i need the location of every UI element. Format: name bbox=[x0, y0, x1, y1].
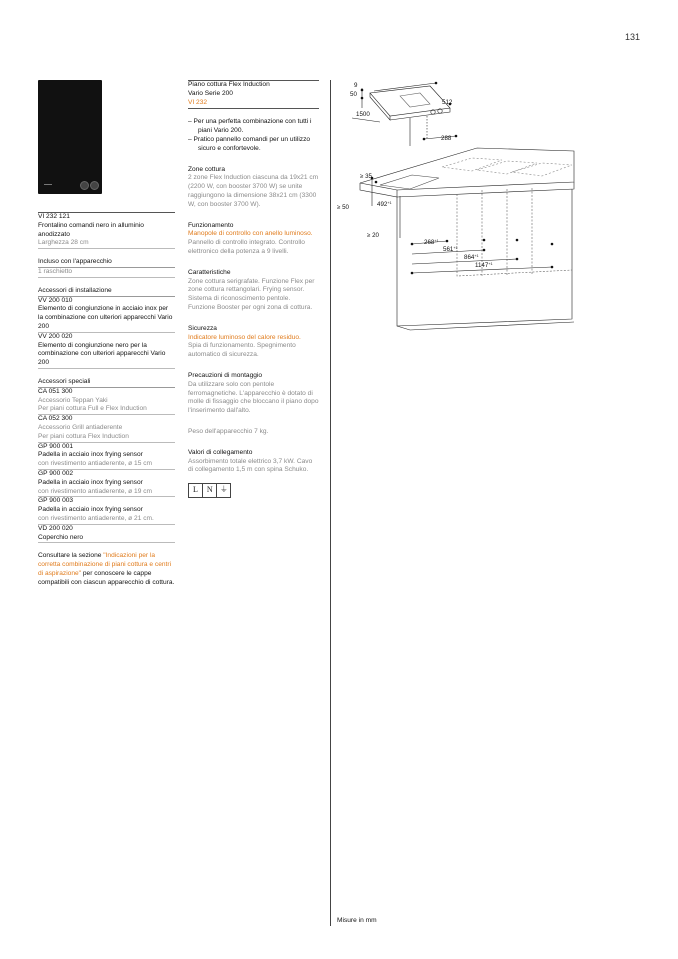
install-desc-1: Elemento di congiunzione in acciaio inox per la combinazione con ulteriori apparecchi Vario 200 bbox=[38, 305, 175, 332]
installation-diagram bbox=[332, 78, 578, 338]
safety-title: Sicurezza bbox=[188, 324, 217, 332]
dim-561: $561^{+1}$ bbox=[443, 246, 458, 253]
note-link[interactable]: "Indicazioni per la corretta combinazione di piani cottura e centri di aspirazione" bbox=[38, 552, 172, 577]
special-code: CA 051 300 bbox=[38, 387, 73, 395]
special-title: Accessori speciali bbox=[38, 378, 175, 388]
model-desc: Frontalino comandi nero in alluminio anodizzato bbox=[38, 221, 144, 238]
brand-mark bbox=[44, 184, 52, 185]
special-line: Accessorio Teppan Yaki bbox=[38, 396, 108, 404]
features-text: Zone cottura serigrafate. Funzione Flex per zone cottura rettangolari. Frying sensor. Sistema di riconoscimento pentole. Funzione Booster per ogni zona di cottura. bbox=[188, 277, 315, 311]
special-line: Coperchio nero bbox=[38, 534, 175, 544]
special-line: Padella in acciaio inox frying sensor bbox=[38, 506, 143, 514]
zone-title: Zone cottura bbox=[188, 165, 226, 173]
special-line: con rivestimento antiaderente, ø 19 cm bbox=[38, 488, 175, 498]
product-image bbox=[38, 80, 102, 194]
special-line: con rivestimento antiaderente, ø 21 cm. bbox=[38, 515, 175, 525]
connection-title: Valori di collegamento bbox=[188, 448, 253, 456]
special-line: Padella in acciaio inox frying sensor bbox=[38, 451, 143, 459]
dim-512: 512 bbox=[442, 99, 453, 106]
neutral-symbol: N bbox=[202, 483, 217, 498]
worktop-top bbox=[360, 148, 574, 190]
install-code-2: VV 200 020 bbox=[38, 332, 73, 340]
special-code: GP 900 001 bbox=[38, 442, 74, 450]
worktop-edge bbox=[360, 183, 397, 197]
worktop-front bbox=[397, 182, 574, 197]
zone-text: 2 zone Flex Induction ciascuna da 19x21 cm (2200 W, con booster 3700 W) se unite raggiungono la dimensione 38x21 cm (3300 W, con booster 3700 W). bbox=[188, 174, 319, 208]
knob-right bbox=[90, 181, 99, 190]
install-code-1: VV 200 010 bbox=[38, 296, 73, 304]
special-line: con rivestimento antiaderente, ø 15 cm bbox=[38, 460, 175, 470]
dim-20: ≥ 20 bbox=[367, 232, 379, 239]
dim-35: ≥ 35 bbox=[360, 173, 372, 180]
dim-288: 288 bbox=[441, 135, 452, 142]
bullet-item: – Pratico pannello comandi per un utilizzo sicuro e confortevole. bbox=[188, 135, 311, 152]
appliance-front bbox=[390, 108, 450, 120]
appliance-zone bbox=[400, 93, 430, 107]
note-text: Consultare la sezione bbox=[38, 552, 104, 560]
connection-symbols bbox=[188, 483, 319, 498]
cabinet bbox=[397, 189, 572, 326]
func-text: Pannello di controllo integrato. Controllo elettronico della potenza a 9 livelli. bbox=[188, 239, 305, 255]
product-title: Piano cottura Flex Induction bbox=[188, 81, 270, 88]
special-code: GP 900 002 bbox=[38, 469, 74, 477]
left-column bbox=[38, 80, 175, 587]
ground-icon: ⏚ bbox=[216, 483, 231, 498]
install-notes-text: Da utilizzare solo con pentole ferromagnetiche. L'apparecchio è dotato di molle di fissaggio che bloccano il piano dopo l'inserimento dall'alto. bbox=[188, 380, 319, 415]
special-code: CA 052 300 bbox=[38, 415, 73, 423]
product-series: Vario Serie 200 bbox=[188, 89, 233, 97]
connection-text: Assorbimento totale elettrico 3,7 kW. Cavo di collegamento 1,5 m con spina Schuko. bbox=[188, 457, 313, 474]
bullet-list bbox=[188, 118, 319, 153]
product-model: VI 232 bbox=[188, 98, 208, 106]
dim-9: 9 bbox=[354, 82, 358, 89]
install-desc-2: Elemento di congiunzione nero per la combinazione con ulteriori apparecchi Vario 200 bbox=[38, 342, 175, 369]
included-item: 1 raschietto bbox=[38, 268, 175, 278]
model-code: VI 232 121 bbox=[38, 213, 70, 220]
dim-268: $268^{+1}$ bbox=[424, 239, 439, 246]
model-width: Larghezza 28 cm bbox=[38, 239, 175, 249]
dim-492: $492^{+1}$ bbox=[377, 201, 392, 208]
special-line: Accessorio Grill antiaderente bbox=[38, 423, 123, 431]
dim-1147: $1147^{+1}$ bbox=[475, 262, 493, 269]
dim-1500: 1500 bbox=[356, 111, 370, 118]
special-code: GP 900 003 bbox=[38, 497, 74, 505]
dim-50b: ≥ 50 bbox=[337, 204, 349, 211]
phase-symbol: L bbox=[188, 483, 203, 498]
knob-left bbox=[80, 181, 89, 190]
compat-note bbox=[38, 552, 175, 587]
column-divider bbox=[330, 80, 331, 926]
install-title: Accessori di installazione bbox=[38, 287, 175, 297]
special-line: Padella in acciaio inox frying sensor bbox=[38, 478, 143, 486]
note-text: per conoscere le cappe compatibili con ciascun apparecchio di cottura. bbox=[38, 569, 175, 586]
bullet-item: – Per una perfetta combinazione con tutti i piani Vario 200. bbox=[188, 118, 312, 135]
special-line: Per piani cottura Full e Flex Induction bbox=[38, 405, 175, 415]
special-line: Per piani cottura Flex Induction bbox=[38, 433, 175, 443]
cutout bbox=[380, 175, 439, 189]
included-title: Incluso con l'apparecchio bbox=[38, 258, 175, 268]
weight: Peso dell'apparecchio 7 kg. bbox=[188, 427, 269, 435]
middle-column bbox=[188, 80, 319, 498]
footer-units: Misure in mm bbox=[337, 917, 377, 924]
features-title: Caratteristiche bbox=[188, 268, 231, 276]
appliance-side bbox=[370, 93, 390, 120]
dim-50: 50 bbox=[350, 91, 357, 98]
special-code: VD 200 020 bbox=[38, 524, 73, 532]
func-highlight: Manopole di controllo con anello luminoso. bbox=[188, 230, 313, 238]
dim-864: $864^{+1}$ bbox=[464, 254, 479, 261]
func-title: Funzionamento bbox=[188, 221, 234, 229]
page-number: 131 bbox=[624, 32, 640, 42]
cabinet-base bbox=[397, 322, 574, 330]
safety-highlight: Indicatore luminoso del calore residuo. bbox=[188, 333, 301, 341]
install-notes-title: Precauzioni di montaggio bbox=[188, 371, 263, 379]
safety-text: Spia di funzionamento. Spegnimento automatico di sicurezza. bbox=[188, 342, 296, 359]
